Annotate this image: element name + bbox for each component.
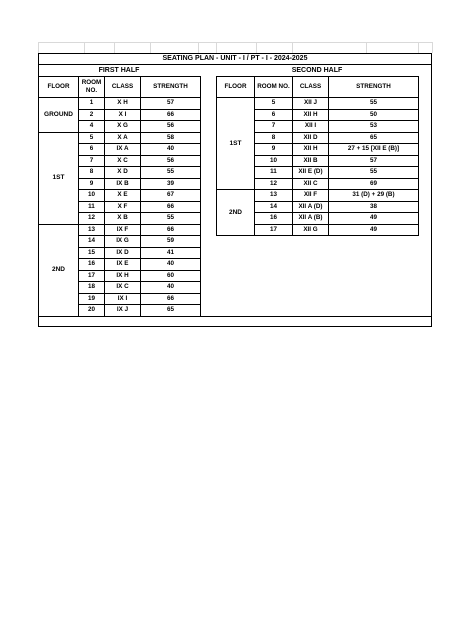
class-cell: IX B — [105, 178, 141, 190]
strength-cell: 67 — [141, 190, 201, 202]
room-cell: 14 — [255, 201, 293, 213]
class-cell: IX F — [105, 224, 141, 236]
class-cell: IX E — [105, 259, 141, 271]
room-cell: 17 — [79, 270, 105, 282]
room-cell: 9 — [79, 178, 105, 190]
room-cell: 11 — [255, 167, 293, 179]
first-half-title: FIRST HALF — [98, 67, 140, 74]
class-cell: IX C — [105, 282, 141, 294]
strength-cell: 31 (D) + 29 (B) — [329, 190, 419, 202]
floor-cell: 2ND — [39, 224, 79, 316]
strength-cell: 58 — [141, 132, 201, 144]
room-cell: 12 — [79, 213, 105, 225]
strength-cell: 57 — [141, 98, 201, 110]
gridline — [198, 42, 199, 53]
class-cell: X F — [105, 201, 141, 213]
room-cell: 10 — [255, 155, 293, 167]
class-cell: XII F — [293, 190, 329, 202]
class-cell: XII C — [293, 178, 329, 190]
strength-cell: 65 — [329, 132, 419, 144]
room-cell: 1 — [79, 98, 105, 110]
floor-header: FLOOR — [39, 77, 79, 98]
room-cell: 9 — [255, 144, 293, 156]
room-cell: 11 — [79, 201, 105, 213]
strength-cell: 65 — [141, 305, 201, 317]
room-cell: 18 — [79, 282, 105, 294]
strength-cell: 39 — [141, 178, 201, 190]
strength-cell: 57 — [329, 155, 419, 167]
strength-cell: 38 — [329, 201, 419, 213]
gridline — [150, 42, 151, 53]
table-row — [39, 224, 201, 236]
gridline — [366, 42, 367, 53]
class-cell: X D — [105, 167, 141, 179]
strength-cell: 27 + 15 [XII E (B)] — [329, 144, 419, 156]
table-row — [217, 98, 419, 110]
strength-cell: 55 — [141, 213, 201, 225]
room-cell: 6 — [79, 144, 105, 156]
room-cell: 5 — [255, 98, 293, 110]
class-cell: XII I — [293, 121, 329, 133]
strength-header: STRENGTH — [329, 77, 419, 98]
header-row — [217, 77, 419, 98]
class-cell: IX J — [105, 305, 141, 317]
room-cell: 16 — [79, 259, 105, 271]
strength-cell: 41 — [141, 247, 201, 259]
strength-header: STRENGTH — [141, 77, 201, 98]
strength-cell: 53 — [329, 121, 419, 133]
class-cell: XII D — [293, 132, 329, 144]
gridline — [84, 42, 85, 53]
second-half-table — [216, 76, 419, 236]
gridline — [256, 42, 257, 53]
gridline — [38, 42, 39, 53]
table-row — [39, 98, 201, 110]
table-row — [217, 190, 419, 202]
strength-cell: 55 — [329, 167, 419, 179]
class-cell: XII A (D) — [293, 201, 329, 213]
floor-cell: GROUND — [39, 98, 79, 133]
strength-cell: 66 — [141, 109, 201, 121]
gridline — [114, 42, 115, 53]
class-cell: XII E (D) — [293, 167, 329, 179]
floor-cell: 2ND — [217, 190, 255, 236]
class-cell: IX D — [105, 247, 141, 259]
strength-cell: 40 — [141, 282, 201, 294]
room-cell: 15 — [79, 247, 105, 259]
room-cell: 16 — [255, 213, 293, 225]
class-cell: X G — [105, 121, 141, 133]
class-cell: X C — [105, 155, 141, 167]
floor-header: FLOOR — [217, 77, 255, 98]
floor-cell: 1ST — [217, 98, 255, 190]
gridline — [432, 42, 433, 53]
class-cell: XII A (B) — [293, 213, 329, 225]
room-cell: 13 — [255, 190, 293, 202]
class-cell: XII J — [293, 98, 329, 110]
class-cell: IX I — [105, 293, 141, 305]
strength-cell: 56 — [141, 121, 201, 133]
class-cell: X I — [105, 109, 141, 121]
strength-cell: 49 — [329, 213, 419, 225]
second-half-title: SECOND HALF — [291, 67, 343, 74]
strength-cell: 56 — [141, 155, 201, 167]
class-header: CLASS — [293, 77, 329, 98]
class-header: CLASS — [105, 77, 141, 98]
class-cell: X B — [105, 213, 141, 225]
room-cell: 14 — [79, 236, 105, 248]
class-cell: X H — [105, 98, 141, 110]
strength-cell: 66 — [141, 201, 201, 213]
class-cell: X E — [105, 190, 141, 202]
class-cell: XII H — [293, 144, 329, 156]
room-cell: 7 — [255, 121, 293, 133]
footer-row — [38, 316, 432, 327]
strength-cell: 69 — [329, 178, 419, 190]
room-header: ROOM NO. — [255, 77, 293, 98]
strength-cell: 66 — [141, 224, 201, 236]
strength-cell: 55 — [329, 98, 419, 110]
gridline — [216, 42, 217, 53]
floor-cell: 1ST — [39, 132, 79, 224]
gridline — [292, 42, 293, 53]
class-cell: XII H — [293, 109, 329, 121]
strength-cell: 55 — [141, 167, 201, 179]
first-half-table — [38, 76, 201, 317]
room-cell: 17 — [255, 224, 293, 236]
room-cell: 19 — [79, 293, 105, 305]
room-header: ROOM NO. — [79, 77, 105, 98]
strength-cell: 40 — [141, 259, 201, 271]
room-cell: 5 — [79, 132, 105, 144]
room-cell: 7 — [79, 155, 105, 167]
room-cell: 13 — [79, 224, 105, 236]
header-row — [39, 77, 201, 98]
strength-cell: 40 — [141, 144, 201, 156]
room-cell: 6 — [255, 109, 293, 121]
class-cell: XII G — [293, 224, 329, 236]
strength-cell: 50 — [329, 109, 419, 121]
room-cell: 2 — [79, 109, 105, 121]
class-cell: XII B — [293, 155, 329, 167]
gridline — [38, 42, 433, 43]
gridline — [418, 42, 419, 53]
room-cell: 8 — [79, 167, 105, 179]
class-cell: X A — [105, 132, 141, 144]
strength-cell: 60 — [141, 270, 201, 282]
room-cell: 12 — [255, 178, 293, 190]
room-cell: 10 — [79, 190, 105, 202]
class-cell: IX G — [105, 236, 141, 248]
page-title: SEATING PLAN - UNIT - I / PT - I - 2024-2025 — [38, 53, 432, 65]
room-cell: 8 — [255, 132, 293, 144]
strength-cell: 49 — [329, 224, 419, 236]
room-cell: 4 — [79, 121, 105, 133]
room-cell: 20 — [79, 305, 105, 317]
strength-cell: 59 — [141, 236, 201, 248]
strength-cell: 66 — [141, 293, 201, 305]
table-row — [39, 132, 201, 144]
class-cell: IX H — [105, 270, 141, 282]
class-cell: IX A — [105, 144, 141, 156]
